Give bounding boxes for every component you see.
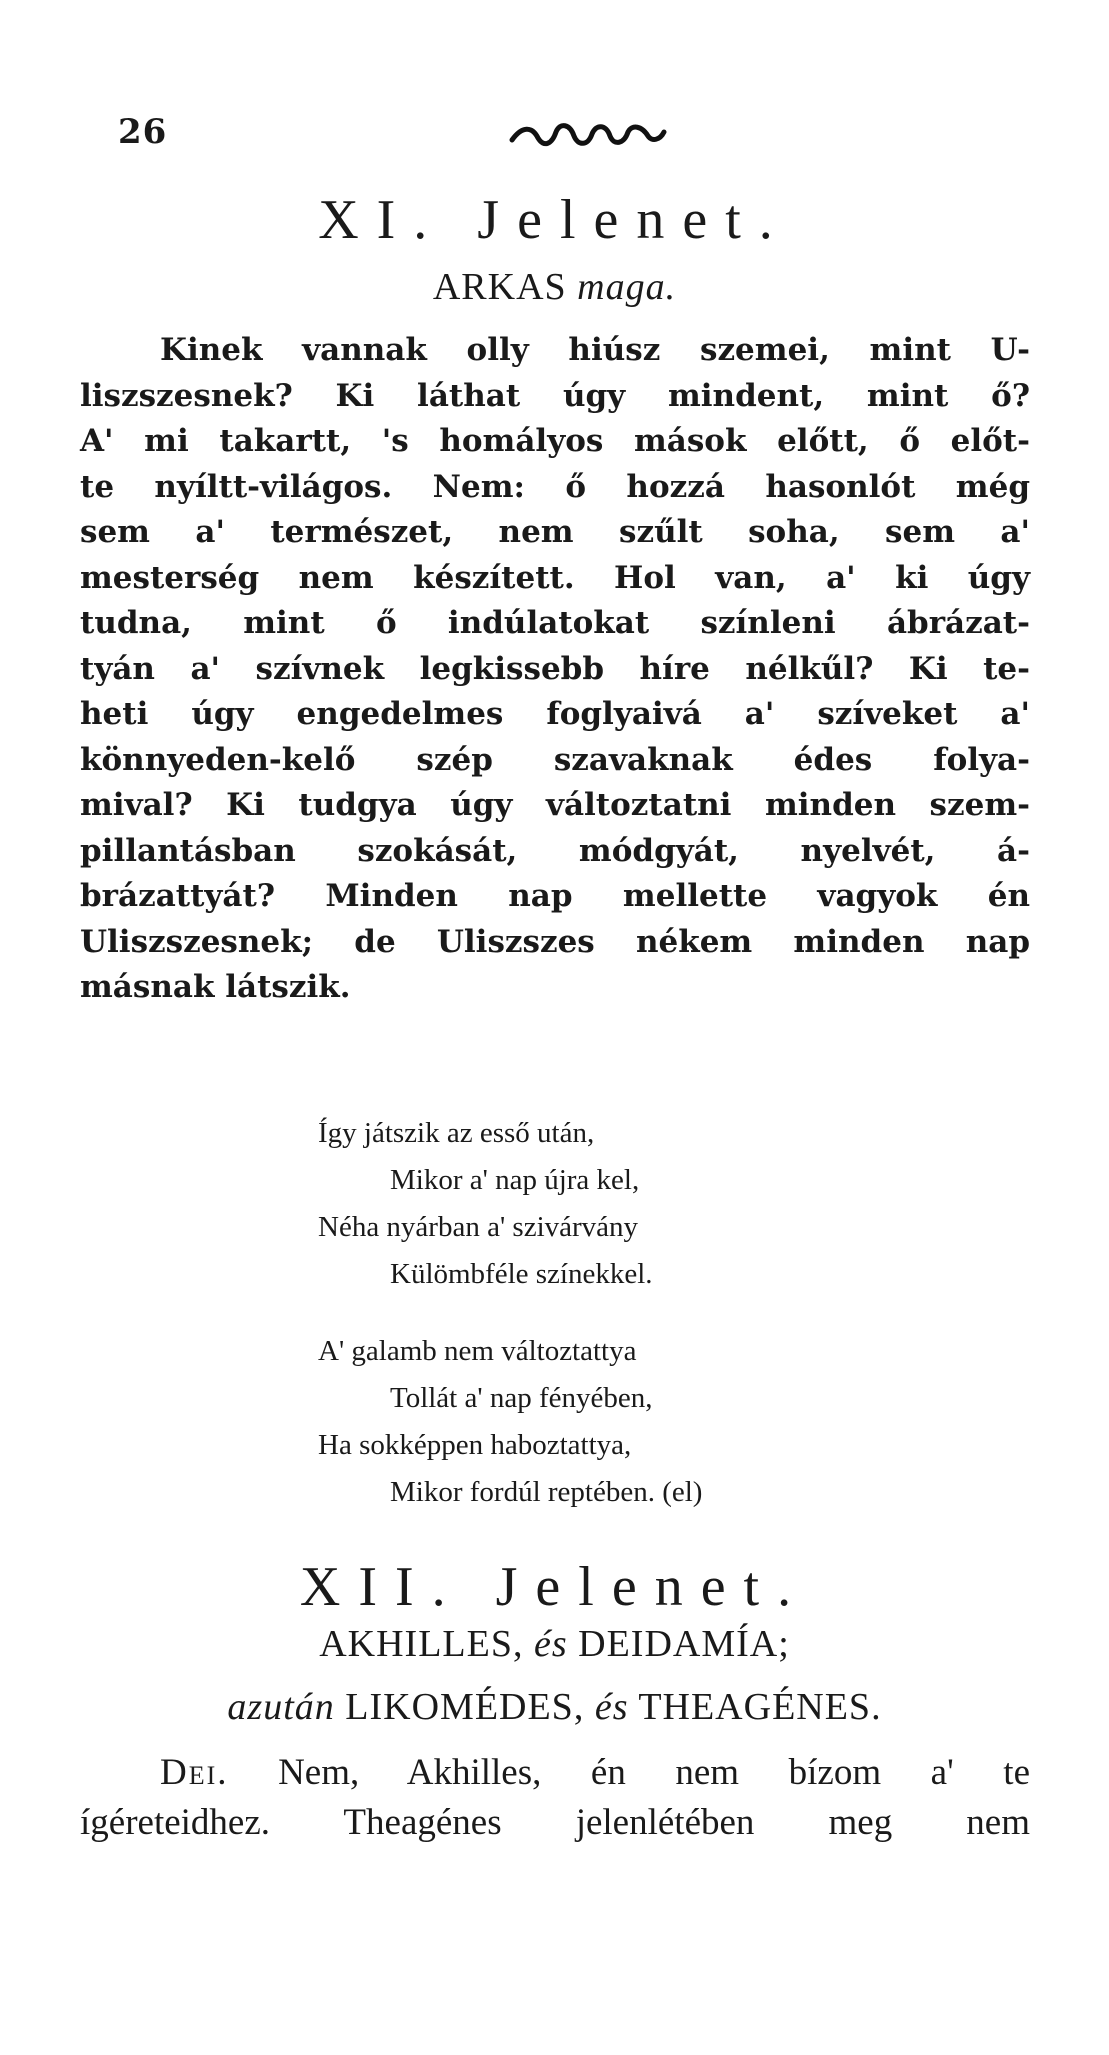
conjunction: és [594, 1686, 629, 1728]
verse-line: Így játszik az esső után, [318, 1117, 595, 1149]
verse-line: Ha sokképpen haboztattya, [318, 1429, 632, 1461]
prose-line: tudna, mint ő indúlatokat színleni ábrázat- [80, 605, 1030, 641]
prose-line: Uliszszesnek; de Uliszszes nékem minden nap [80, 923, 1030, 960]
prose-line: pillantásban szokását, módgyát, nyelvét, á- [80, 832, 1030, 869]
character-deidamia: DEIDAMÍA; [578, 1623, 790, 1665]
character-likomedes: LIKOMÉDES, [345, 1686, 585, 1728]
character-akhilles: AKHILLES, [319, 1623, 524, 1665]
prose-line: heti úgy engedelmes foglyaivá a' szíveket a' [80, 696, 1030, 732]
scene-xi-heading: XI. Jelenet. [318, 189, 791, 251]
page-number: 26 [118, 112, 168, 152]
dialogue-line: ígéreteidhez. Theagénes jelenlétében meg nem [80, 1802, 1030, 1843]
character-theagenes: THEAGÉNES. [638, 1686, 882, 1728]
verse-line: Tollát a' nap fényében, [390, 1382, 653, 1414]
deidamia-dialogue [80, 1748, 1030, 1848]
verse-stanza-2 [318, 1328, 702, 1516]
prose-line: mesterség nem készített. Hol van, a' ki úgy [80, 559, 1030, 596]
verse-line: Mikor fordúl reptében. (el) [390, 1476, 703, 1508]
conjunction: és [533, 1623, 568, 1665]
prose-line: brázattyát? Minden nap mellette vagyok én [80, 878, 1030, 914]
stage-note: azután [227, 1686, 335, 1728]
prose-line: A' mi takartt, 's homályos mások előtt, ő előt- [80, 423, 1030, 459]
prose-line: liszszesnek? Ki láthat úgy mindent, mint ő? [80, 377, 1030, 414]
prose-line: Kinek vannak olly hiúsz szemei, mint U- [160, 332, 1030, 368]
scene-xi-stage-direction [0, 265, 1109, 309]
verse-line: Néha nyárban a' szivárvány [318, 1211, 639, 1243]
scene-xii-heading: XII. Jelenet. [299, 1556, 810, 1618]
prose-line: másnak látszik. [80, 969, 351, 1005]
dialogue-line [80, 1748, 1030, 1798]
verse-line: A' galamb nem változtattya [318, 1335, 637, 1367]
prose-line: mival? Ki tudgya úgy változtatni minden szem- [80, 787, 1030, 823]
prose-line: tyán a' szívnek legkissebb híre nélkűl? Ki te- [80, 650, 1030, 687]
speaker-label: Dei. [160, 1752, 229, 1793]
prose-line: sem a' természet, nem szűlt soha, sem a' [80, 514, 1030, 550]
arkas-monologue [80, 328, 1030, 1011]
dialogue-text: Nem, Akhilles, én nem bízom a' te [278, 1752, 1030, 1793]
character-arkas: ARKAS [432, 266, 567, 308]
ornament-flourish-icon [508, 118, 668, 150]
prose-line: könnyeden-kelő szép szavaknak édes folya- [80, 741, 1030, 778]
verse-stanza-1 [318, 1110, 653, 1298]
scene-xii-stage-direction-2 [0, 1685, 1109, 1729]
verse-line: Mikor a' nap újra kel, [390, 1164, 640, 1196]
stage-note: maga. [577, 266, 677, 308]
scene-xii-stage-direction-1 [0, 1622, 1109, 1666]
prose-line: te nyíltt-világos. Nem: ő hozzá hasonlót még [80, 468, 1030, 505]
verse-line: Külömbféle színekkel. [390, 1258, 653, 1290]
